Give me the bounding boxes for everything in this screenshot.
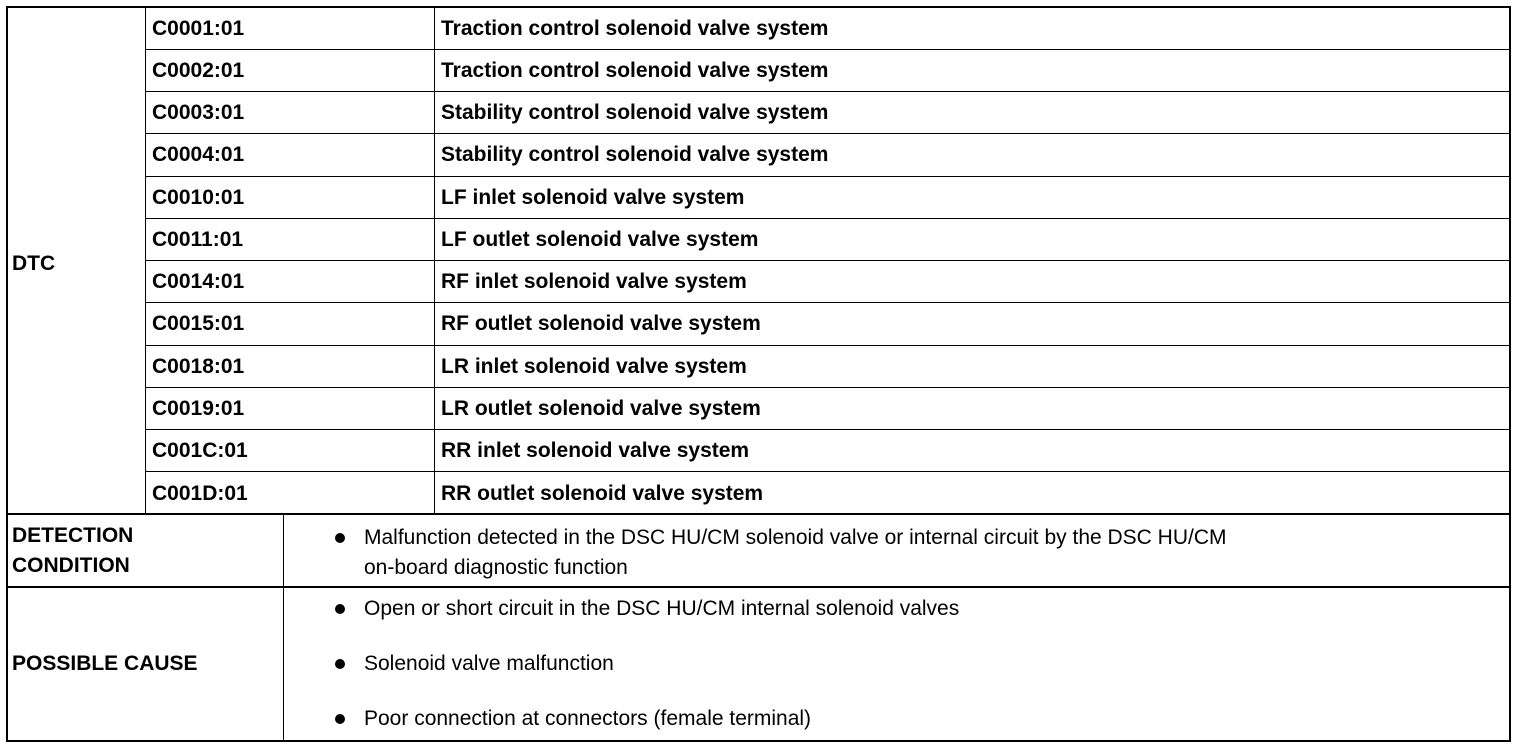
row-divider xyxy=(145,218,1511,219)
section-divider xyxy=(6,513,1511,515)
dtc-code: C0015:01 xyxy=(152,312,245,335)
dtc-description: RR inlet solenoid valve system xyxy=(441,439,750,462)
dtc-description: Stability control solenoid valve system xyxy=(441,143,829,166)
dtc-description: LF inlet solenoid valve system xyxy=(441,186,745,209)
detection-condition-text-line2: on-board diagnostic function xyxy=(364,556,628,579)
dtc-label: DTC xyxy=(12,252,56,275)
dtc-description: RR outlet solenoid valve system xyxy=(441,482,764,505)
dtc-description: Stability control solenoid valve system xyxy=(441,101,829,124)
row-divider xyxy=(145,302,1511,303)
row-divider xyxy=(145,387,1511,388)
row-divider xyxy=(145,345,1511,346)
row-divider xyxy=(145,429,1511,430)
detection-condition-text-line1: Malfunction detected in the DSC HU/CM solenoid valve or internal circuit by the DSC HU/CM xyxy=(364,526,1227,549)
column-divider xyxy=(434,6,435,514)
column-divider xyxy=(283,514,284,742)
detection-condition-label-line2: CONDITION xyxy=(12,554,130,577)
dtc-code: C0003:01 xyxy=(152,101,245,124)
dtc-description: LF outlet solenoid valve system xyxy=(441,228,759,251)
dtc-code: C0002:01 xyxy=(152,59,245,82)
possible-cause-item: Open or short circuit in the DSC HU/CM internal solenoid valves xyxy=(364,597,960,620)
dtc-description: Traction control solenoid valve system xyxy=(441,59,829,82)
row-divider xyxy=(145,176,1511,177)
possible-cause-item: Poor connection at connectors (female terminal) xyxy=(364,707,812,730)
bullet-icon xyxy=(335,714,345,724)
row-divider xyxy=(145,471,1511,472)
dtc-code: C0019:01 xyxy=(152,397,245,420)
detection-condition-label-line1: DETECTION xyxy=(12,524,134,547)
bullet-icon xyxy=(335,533,345,543)
dtc-code: C0014:01 xyxy=(152,270,245,293)
row-divider xyxy=(145,260,1511,261)
dtc-code: C001D:01 xyxy=(152,482,248,505)
section-divider xyxy=(6,586,1511,588)
dtc-description: RF outlet solenoid valve system xyxy=(441,312,761,335)
row-divider xyxy=(145,49,1511,50)
row-divider xyxy=(145,133,1511,134)
dtc-code: C001C:01 xyxy=(152,439,248,462)
dtc-description: RF inlet solenoid valve system xyxy=(441,270,747,293)
possible-cause-item: Solenoid valve malfunction xyxy=(364,652,614,675)
possible-cause-label: POSSIBLE CAUSE xyxy=(12,652,198,675)
dtc-description: Traction control solenoid valve system xyxy=(441,17,829,40)
row-divider xyxy=(145,91,1511,92)
dtc-code: C0001:01 xyxy=(152,17,245,40)
bullet-icon xyxy=(335,659,345,669)
bullet-icon xyxy=(335,604,345,614)
dtc-code: C0018:01 xyxy=(152,355,245,378)
dtc-description: LR inlet solenoid valve system xyxy=(441,355,747,378)
column-divider xyxy=(145,6,146,514)
dtc-code: C0011:01 xyxy=(152,228,244,251)
dtc-code: C0010:01 xyxy=(152,186,245,209)
dtc-description: LR outlet solenoid valve system xyxy=(441,397,761,420)
dtc-code: C0004:01 xyxy=(152,143,245,166)
